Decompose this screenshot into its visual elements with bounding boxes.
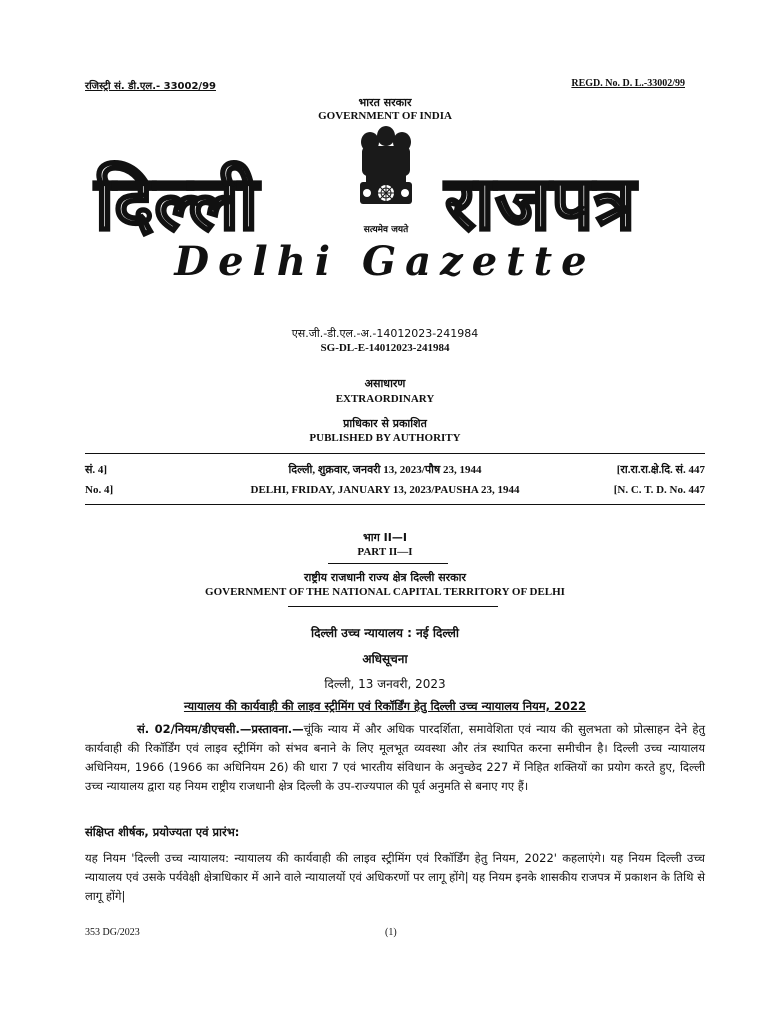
govt-nct-hindi: राष्ट्रीय राजधानी राज्य क्षेत्र दिल्ली सरकार <box>304 571 466 584</box>
regd-number-english: REGD. No. D. L.-33002/99 <box>571 78 685 89</box>
part-english: PART II—I <box>357 546 413 558</box>
govt-nct-divider <box>288 606 498 607</box>
masthead-hindi-left: दिल्ली <box>95 161 260 247</box>
notification-date: दिल्ली, 13 जनवरी, 2023 <box>324 677 446 691</box>
preamble-paragraph <box>85 720 705 796</box>
issue-number-english: No. 4] <box>85 484 114 496</box>
section-body: यह नियम 'दिल्ली उच्च न्यायालय: न्यायालय की कार्यवाही की लाइव स्ट्रीमिंग एवं रिकॉर्डिंग हेतु नियम, 2022' कहलाएंगे। यह नियम दिल्ली उच्च न्यायालय एवं उसके पर्यवेक्षी क्षेत्राधिकार में आने वाले न्यायालयों एवं अधिकरणों पर लागू होंगे| यह नियम इनके शासकीय राजपत्र में प्रकाशन के तिथि से लागू होंगे| <box>85 851 705 903</box>
court-heading: दिल्ली उच्च न्यायालय : नई दिल्ली <box>310 626 459 640</box>
part-divider <box>328 563 448 564</box>
govt-english: GOVERNMENT OF INDIA <box>318 110 452 122</box>
issue-date-english: DELHI, FRIDAY, JANUARY 13, 2023/PAUSHA 23, 1944 <box>250 484 520 496</box>
authority-hindi: प्राधिकार से प्रकाशित <box>343 417 427 430</box>
gazette-code-english: SG-DL-E-14012023-241984 <box>320 342 450 354</box>
gazette-code-hindi: एस.जी.-डी.एल.-अ.-14012023-241984 <box>291 327 479 340</box>
preamble-text: चूंकि न्याय में और अधिक पारदर्शिता, समावेशिता एवं न्याय की सुलभता को प्रोत्साहन देने हेतु कार्यवाही की रिकॉर्डिंग एवं लाइव स्ट्रीमिंग को संभव बनाने के लिए मूलभूत व्यवस्था और तंत्र स्थापित करना समीचीन है। दिल्ली उच्च न्यायालय अधिनियम, 1966 (1966 का अधिनियम 26) की धारा 7 एवं भारतीय संविधान के अनुच्छेद 227 में निहित शक्तियों का प्रयोग करते हुए, दिल्ली उच्च न्यायालय द्वारा यह नियम राष्ट्रीय राजधानी क्षेत्र दिल्ली के उप-राज्यपाल की पूर्व अनुमति से बनाए गए हैं। <box>85 722 706 793</box>
part-hindi: भाग II—I <box>363 531 407 544</box>
masthead-english: Delhi Gazette <box>174 238 596 285</box>
notification-label: अधिसूचना <box>362 652 408 666</box>
issue-divider <box>85 504 705 505</box>
authority-english: PUBLISHED BY AUTHORITY <box>309 432 461 444</box>
nctd-number-english: [N. C. T. D. No. 447 <box>613 484 705 496</box>
top-divider <box>85 453 705 454</box>
edition-type-english: EXTRAORDINARY <box>335 393 435 405</box>
edition-type-hindi: असाधारण <box>364 377 406 390</box>
regd-number-hindi: रजिस्ट्री सं. डी.एल.- 33002/99 <box>85 81 216 92</box>
govt-nct-english: GOVERNMENT OF THE NATIONAL CAPITAL TERRITORY OF DELHI <box>205 586 565 598</box>
nctd-number-hindi: [रा.रा.रा.क्षे.दि. सं. 447 <box>616 464 705 476</box>
national-emblem-icon <box>352 122 420 222</box>
masthead-hindi-right: राजपत्र <box>445 161 637 247</box>
rules-title: न्यायालय की कार्यवाही की लाइव स्ट्रीमिंग एवं रिकॉर्डिंग हेतु दिल्ली उच्च न्यायालय नियम, 2022 <box>183 699 587 713</box>
section-heading: संक्षिप्त शीर्षक, प्रयोज्यता एवं प्रारंभ: <box>85 825 240 839</box>
footer-code: 353 DG/2023 <box>85 927 140 938</box>
govt-hindi: भारत सरकार <box>358 96 412 109</box>
page-number: (1) <box>385 927 397 938</box>
notification-reference: सं. 02/नियम/डीएचसी.—प्रस्तावना.— <box>137 722 304 736</box>
issue-number-hindi: सं. 4] <box>85 464 108 476</box>
issue-date-hindi: दिल्ली, शुक्रवार, जनवरी 13, 2023/पौष 23, 1944 <box>288 464 482 476</box>
emblem-motto: सत्यमेव जयते <box>363 225 409 235</box>
